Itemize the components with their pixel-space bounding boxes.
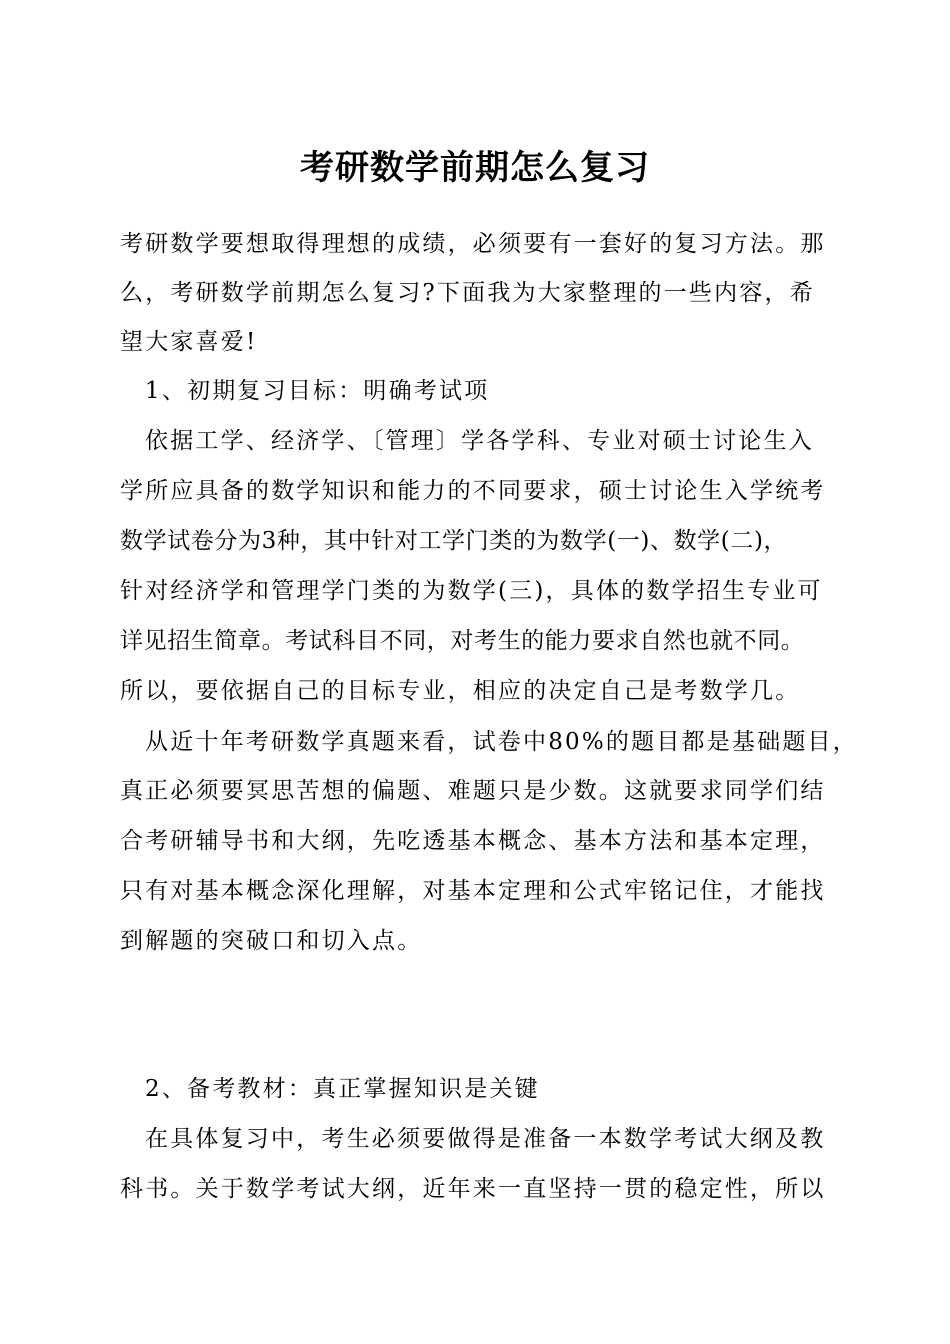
text-line: 在具体复习中，考生必须要做得是准备一本数学考试大纲及教 xyxy=(145,1126,826,1152)
text-line: 考研数学要想取得理想的成绩，必须要有一套好的复习方法。那 xyxy=(120,231,826,257)
text-line: 针对经济学和管理学门类的为数学(三)，具体的数学招生专业可 xyxy=(120,578,823,604)
text-line: 数学试卷分为3种，其中针对工学门类的为数学(一)、数学(二)， xyxy=(120,528,788,554)
text-line: 学所应具备的数学知识和能力的不同要求，硕士讨论生入学统考 xyxy=(120,478,826,504)
text-line: 真正必须要冥思苦想的偏题、难题只是少数。这就要求同学们结 xyxy=(120,778,826,804)
section-heading: 1、初期复习目标：明确考试项 xyxy=(145,378,490,404)
text-line: 只有对基本概念深化理解，对基本定理和公式牢铭记住，才能找 xyxy=(120,878,826,904)
text-line: 所以，要依据自己的目标专业，相应的决定自己是考数学几。 xyxy=(120,678,801,704)
text-line: 么，考研数学前期怎么复习?下面我为大家整理的一些内容，希 xyxy=(120,280,815,306)
text-line: 科书。关于数学考试大纲，近年来一直坚持一贯的稳定性，所以 xyxy=(120,1176,826,1202)
text-line: 依据工学、经济学、〔管理〕学各学科、专业对硕士讨论生入 xyxy=(145,428,814,454)
document-title: 考研数学前期怎么复习 xyxy=(300,148,650,188)
section-heading: 2、备考教材：真正掌握知识是关键 xyxy=(145,1076,540,1102)
text-line: 从近十年考研数学真题来看，试卷中80%的题目都是基础题目， xyxy=(145,729,858,755)
text-line: 合考研辅导书和大纲，先吃透基本概念、基本方法和基本定理， xyxy=(120,828,826,854)
text-line: 望大家喜爱! xyxy=(120,329,258,355)
text-line: 详见招生简章。考试科目不同，对考生的能力要求自然也就不同。 xyxy=(120,628,805,654)
text-line: 到解题的突破口和切入点。 xyxy=(120,928,423,954)
